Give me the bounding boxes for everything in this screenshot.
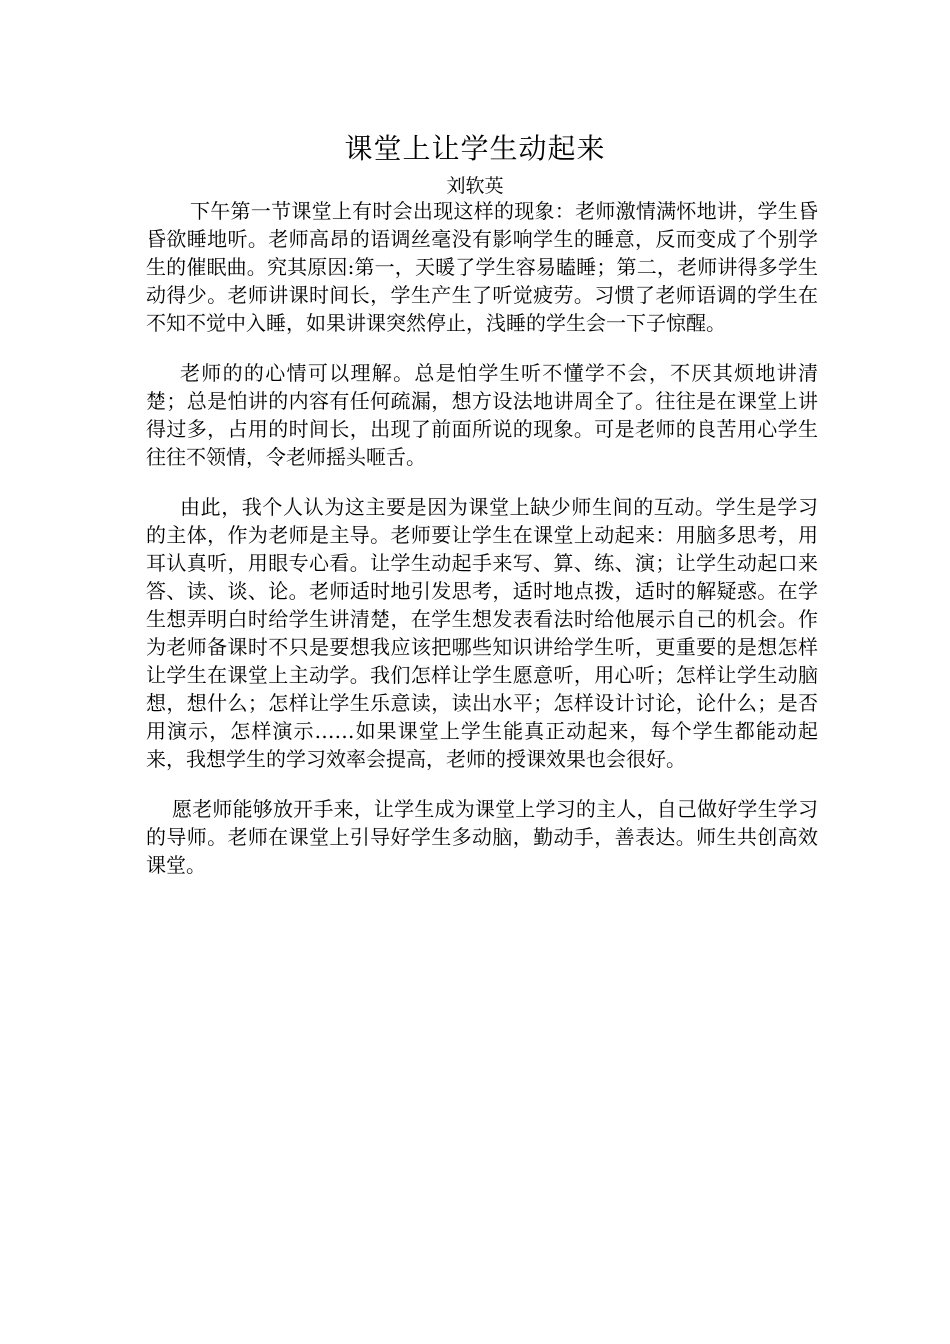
paragraph-4: 愿老师能够放开手来，让学生成为课堂上学习的主人，自己做好学生学习的导师。老师在课堂上引导好学生多动脑，勤动手，善表达。师生共创高效课堂。	[146, 797, 818, 877]
document-title: 课堂上让学生动起来	[344, 132, 606, 165]
document-body	[146, 197, 818, 879]
paragraph-1: 下午第一节课堂上有时会出现这样的现象：老师激情满怀地讲，学生昏昏欲睡地听。老师高昂的语调丝毫没有影响学生的睡意，反而变成了个别学生的催眠曲。究其原因:第一，天暖了学生容易瞌睡；第二，老师讲得多学生动得少。老师讲课时间长，学生产生了听觉疲劳。习惯了老师语调的学生在不知不觉中入睡，如果讲课突然停止，浅睡的学生会一下子惊醒。	[146, 199, 818, 335]
document-author: 刘软英	[446, 175, 504, 197]
paragraph-2: 老师的的心情可以理解。总是怕学生听不懂学不会，不厌其烦地讲清楚；总是怕讲的内容有任何疏漏，想方设法地讲周全了。往往是在课堂上讲得过多，占用的时间长，出现了前面所说的现象。可是老师的良苦用心学生往往不领情，令老师摇头咂舌。	[146, 361, 818, 469]
paragraph-3: 由此，我个人认为这主要是因为课堂上缺少师生间的互动。学生是学习的主体，作为老师是主导。老师要让学生在课堂上动起来：用脑多思考，用耳认真听，用眼专心看。让学生动起手来写、算、练、演；让学生动起口来答、读、谈、论。老师适时地引发思考，适时地点拨，适时的解疑惑。在学生想弄明白时给学生讲清楚，在学生想发表看法时给他展示自己的机会。作为老师备课时不只是要想我应该把哪些知识讲给学生听，更重要的是想怎样让学生在课堂上主动学。我们怎样让学生愿意听，用心听；怎样让学生动脑想，想什么；怎样让学生乐意读，读出水平；怎样设计讨论，论什么；是否用演示，怎样演示……如果课堂上学生能真正动起来，每个学生都能动起来，我想学生的学习效率会提高，老师的授课效果也会很好。	[146, 495, 818, 771]
